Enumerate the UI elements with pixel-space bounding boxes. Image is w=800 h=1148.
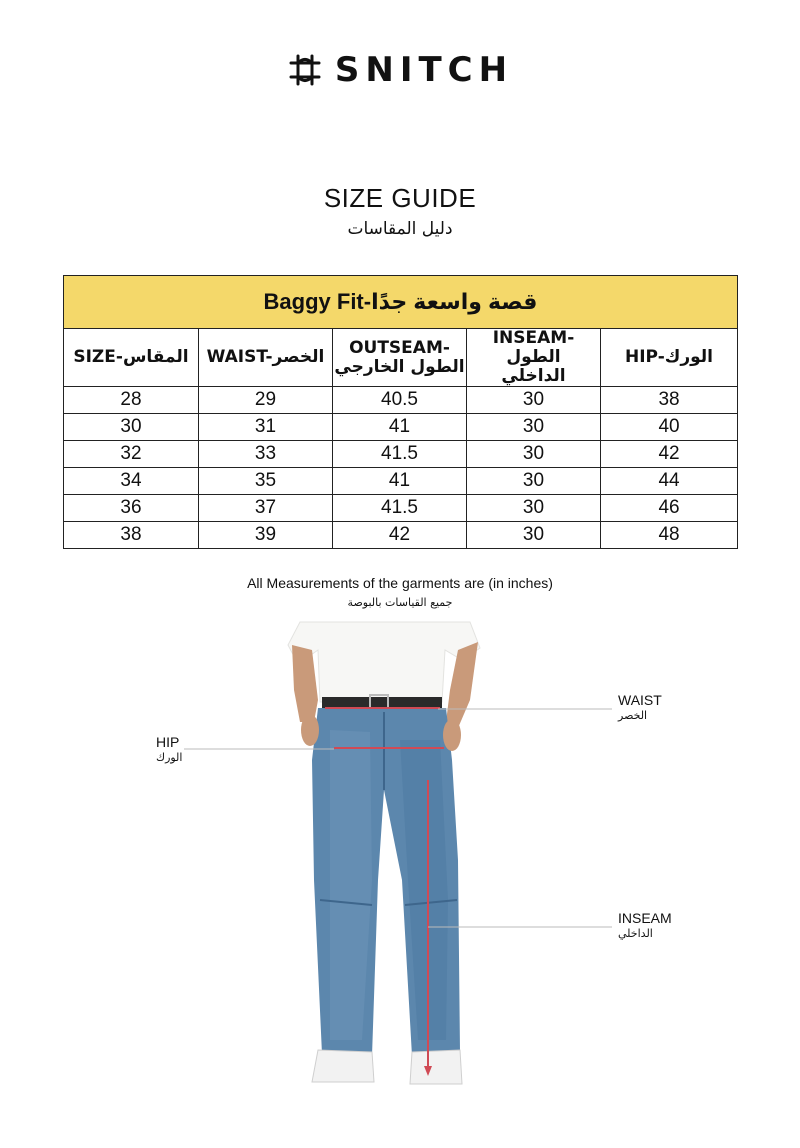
table-cell: 44 (601, 468, 738, 495)
table-cell: 31 (199, 414, 333, 441)
table-cell: 42 (601, 441, 738, 468)
measurement-note-arabic: جميع القياسات بالبوصة (347, 596, 453, 609)
table-cell: 33 (199, 441, 333, 468)
waist-label: WAIST الخصر (618, 692, 662, 722)
table-cell: 32 (64, 441, 199, 468)
hip-label: HIP الورك (156, 734, 183, 764)
table-cell: 41 (333, 414, 467, 441)
page-title: SIZE GUIDE (323, 183, 477, 213)
table-cell: 30 (467, 522, 601, 549)
brand-name: SNITCH (334, 50, 514, 90)
table-cell: 34 (64, 468, 199, 495)
fit-title: Baggy Fit-قصة واسعة جدًا (64, 276, 738, 329)
column-header-line: HIP-الورك (624, 347, 714, 367)
table-cell: 42 (333, 522, 467, 549)
left-hand (301, 714, 319, 746)
table-cell: 41.5 (333, 495, 467, 522)
table-cell: 36 (64, 495, 199, 522)
table-cell: 30 (467, 441, 601, 468)
table-cell: 28 (64, 387, 199, 414)
table-cell: 30 (64, 414, 199, 441)
column-header-line: SIZE-المقاس (73, 347, 189, 367)
table-cell: 30 (467, 414, 601, 441)
column-header-line: OUTSEAM- (349, 337, 450, 358)
table-cell: 37 (199, 495, 333, 522)
table-cell: 48 (601, 522, 738, 549)
column-header-line: INSEAM-الطول (492, 328, 575, 367)
table-cell: 46 (601, 495, 738, 522)
left-arm (292, 645, 318, 722)
column-header-line: WAIST-الخصر (206, 347, 325, 367)
page-subtitle: دليل المقاسات (347, 219, 453, 239)
right-arm (446, 642, 478, 728)
inseam-label: INSEAM الداخلي (618, 910, 672, 940)
column-header-line: الطول الخارجي (334, 356, 465, 377)
table-cell: 41 (333, 468, 467, 495)
column-header-line: الداخلي (501, 366, 566, 386)
table-cell: 38 (64, 522, 199, 549)
table-cell: 30 (467, 495, 601, 522)
table-cell: 38 (601, 387, 738, 414)
table-cell: 40 (601, 414, 738, 441)
right-shoe (410, 1050, 462, 1084)
table-cell: 35 (199, 468, 333, 495)
table-cell: 40.5 (333, 387, 467, 414)
table-cell: 39 (199, 522, 333, 549)
table-cell: 41.5 (333, 441, 467, 468)
left-shoe (312, 1050, 374, 1082)
table-cell: 29 (199, 387, 333, 414)
right-hand (443, 719, 461, 751)
table-cell: 30 (467, 387, 601, 414)
table-cell: 30 (467, 468, 601, 495)
measurement-note: All Measurements of the garments are (in inches) (247, 575, 553, 591)
